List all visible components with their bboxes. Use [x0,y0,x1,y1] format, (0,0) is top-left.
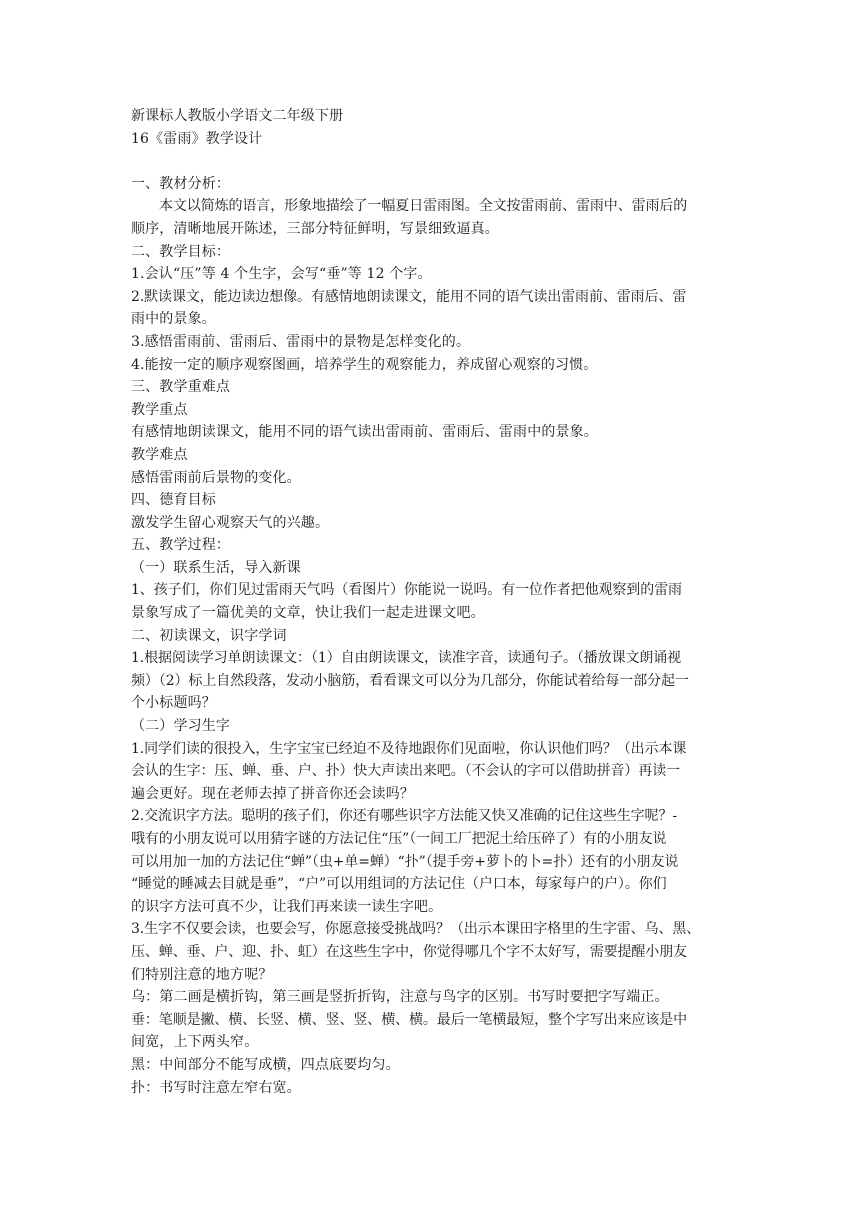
subheading: （一）联系生活，导入新课 [131,559,301,576]
spacer [131,150,731,173]
paragraph-line: 垂：笔顺是撇、横、长竖、横、竖、竖、横、横。最后一笔横最短，整个字写出来应该是中 [131,1011,687,1028]
subheading: 教学难点 [131,446,188,463]
section-heading: 二、初读课文，识字学词 [131,627,287,644]
section-heading: 四、德育目标 [131,492,216,509]
paragraph-line: 1.同学们读的很投入，生字宝宝已经迫不及待地跟你们见面啦，你认识他们吗？（出示本课 [131,740,687,757]
list-item: 3.感悟雷雨前、雷雨后、雷雨中的景物是怎样变化的。 [131,333,471,350]
paragraph-line: 频）（2）标上自然段落，发动小脑筋，看看课文可以分为几部分，你能试着给每一部分起一 [131,672,689,689]
section-heading: 五、教学过程： [131,537,231,554]
paragraph-line: 3.生字不仅要会读，也要会写，你愿意接受挑战吗？（出示本课田字格里的生字雷、乌、黑、 [131,921,701,938]
document-page [131,105,731,1099]
subheading: 教学重点 [131,401,188,418]
paragraph-line: 1、孩子们，你们见过雷雨天气吗（看图片）你能说一说吗。有一位作者把他观察到的雷雨 [131,582,682,599]
paragraph-line: 扑：书写时注意左窄右宽。 [131,1079,301,1096]
section-heading: 二、教学目标： [131,243,231,260]
section-heading: 三、教学重难点 [131,379,231,396]
paragraph-line: 压、蝉、垂、户、迎、扑、虹）在这些生字中，你觉得哪几个字不太好写，需要提醒小朋友 [131,943,687,960]
subheading: （二）学习生字 [131,718,231,735]
paragraph-line: 2.交流识字方法。聪明的孩子们，你还有哪些识字方法能又快又准确的记住这些生字呢？- [131,808,677,825]
paragraph-line: 感悟雷雨前后景物的变化。 [131,469,301,486]
paragraph-line: 哦有的小朋友说可以用猜字谜的方法记住“压”（一间工厂把泥土给压碎了）有的小朋友说 [131,831,667,847]
paragraph-line: 景象写成了一篇优美的文章，快让我们一起走进课文吧。 [131,605,485,622]
lesson-title: 16《雷雨》教学设计 [131,130,263,147]
list-item: 1.会认“压”等 4 个生字，会写“垂”等 12 个字。 [131,266,432,283]
list-item: 4.能按一定的顺序观察图画，培养学生的观察能力，养成留心观察的习惯。 [131,356,598,373]
list-item-continued: 雨中的景象。 [131,311,216,328]
paragraph-line: 激发学生留心观察天气的兴趣。 [131,514,330,531]
paragraph-line: 顺序，清晰地展开陈述，三部分特征鲜明，写景细致逼真。 [131,220,499,237]
paragraph-line: 个小标题吗？ [131,695,216,712]
paragraph-line: “睡觉的睡减去目就是垂”，“户”可以用组词的方法记住（户口本，每家每户的户）。你们 [131,876,667,893]
document-title: 新课标人教版小学语文二年级下册 [131,108,344,124]
list-item: 2.默读课文，能边读边想像。有感情地朗读课文，能用不同的语气读出雷雨前、雷雨后、雷 [131,288,687,305]
paragraph-line: 间宽，上下两头窄。 [131,1034,259,1051]
paragraph-line: 乌：第二画是横折钩，第三画是竖折折钩，注意与鸟字的区别。书写时要把字写端正。 [131,989,669,1006]
paragraph-line: 的识字方法可真不少，让我们再来读一读生字吧。 [131,898,443,915]
section-heading: 一、教材分析： [131,175,231,192]
paragraph-line: 们特别注意的地方呢？ [131,966,273,983]
paragraph-line: 有感情地朗读课文，能用不同的语气读出雷雨前、雷雨后、雷雨中的景象。 [131,424,598,441]
paragraph-line: 本文以简炼的语言，形象地描绘了一幅夏日雷雨图。全文按雷雨前、雷雨中、雷雨后的 [159,198,688,215]
paragraph-line: 黑：中间部分不能写成横，四点底要均匀。 [131,1056,400,1073]
paragraph-line: 1.根据阅读学习单朗读课文：（1）自由朗读课文，读准字音，读通句子。（播放课文朗诵视 [131,650,682,667]
paragraph-line: 遍会更好。现在老师去掉了拼音你还会读吗？ [131,785,414,802]
paragraph-line: 会认的生字：压、蝉、垂、户、扑）快大声读出来吧。（不会认的字可以借助拼音）再读一 [131,763,680,780]
paragraph-line: 可以用加一加的方法记住“蝉”（虫+单=蝉）“扑”（提手旁+萝卜的卜=扑）还有的小朋友说 [131,853,679,870]
